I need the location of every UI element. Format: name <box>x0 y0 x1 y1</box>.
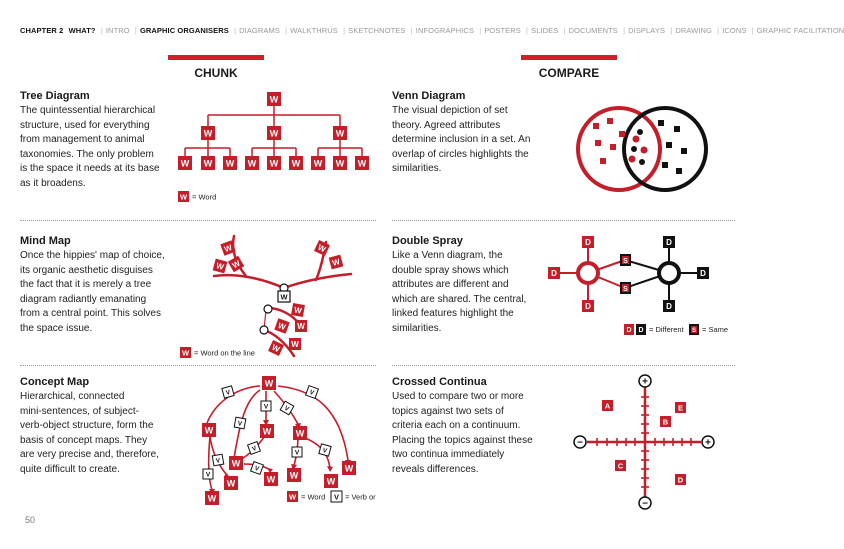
divider <box>392 365 735 366</box>
nav-item-diagrams[interactable]: DIAGRAMS <box>239 26 280 35</box>
topic-d-marker <box>675 474 686 485</box>
chapter-nav: CHAPTER 2 WHAT? | INTRO | GRAPHIC ORGANISERS | DIAGRAMS | WALKTHRUS | SKETCHNOTES | INFOGRAPHICS | POSTERS | SLIDES | DOCUMENTS | DISPLAYS | DRAWING | ICONS | GRAPHIC FACILITATION <box>20 26 844 35</box>
mind-map-title: Mind Map <box>20 235 71 247</box>
svg-text:W: W <box>357 158 367 169</box>
crossed-continua-title: Crossed Continua <box>392 376 487 388</box>
svg-text:W: W <box>280 292 288 302</box>
word-box <box>311 156 325 170</box>
svg-text:W: W <box>203 128 213 139</box>
verb-box <box>261 401 271 411</box>
tree-diagram-graphic <box>172 88 376 208</box>
divider <box>392 220 735 221</box>
different-box <box>548 267 560 279</box>
word-box <box>278 291 290 302</box>
double-spray-title: Double Spray <box>392 235 463 247</box>
svg-text:V: V <box>294 449 300 457</box>
svg-text:V: V <box>205 471 211 479</box>
svg-text:D: D <box>666 238 672 247</box>
concept-map-title: Concept Map <box>20 376 90 388</box>
svg-text:W: W <box>269 94 279 105</box>
svg-text:W: W <box>316 242 328 255</box>
plus-end-icon <box>639 375 651 388</box>
svg-text:W: W <box>226 478 236 489</box>
crossed-continua-graphic <box>565 372 725 512</box>
svg-text:V: V <box>253 464 260 473</box>
word-box <box>201 126 215 140</box>
column-header-chunk: CHUNK <box>194 66 238 80</box>
verb-box <box>203 469 213 479</box>
svg-text:V: V <box>282 404 291 413</box>
nav-item-intro[interactable]: INTRO <box>105 26 130 35</box>
svg-text:W: W <box>262 426 272 437</box>
legend-word <box>287 491 325 502</box>
nav-what[interactable]: WHAT? <box>68 26 96 35</box>
double-spray-graphic <box>545 230 735 365</box>
svg-text:W: W <box>203 158 213 169</box>
word-box <box>329 255 344 270</box>
same-box <box>620 254 631 266</box>
chapter-label: CHAPTER 2 <box>20 26 64 35</box>
nav-item-slides[interactable]: SLIDES <box>531 26 559 35</box>
svg-text:= Verb or: = Verb or <box>345 492 376 502</box>
word-box <box>223 156 237 170</box>
word-box <box>342 461 356 475</box>
double-spray-text: Like a Venn diagram, the double spray shows which attributes are different and which are shared. The central, linked features highlight the similarities. <box>392 250 527 334</box>
divider <box>20 365 376 366</box>
svg-text:W: W <box>215 261 225 272</box>
word-box <box>262 376 276 390</box>
venn-diagram-graphic <box>574 96 730 208</box>
svg-text:C: C <box>617 461 624 471</box>
legend-different <box>624 324 685 335</box>
svg-text:W: W <box>231 458 241 469</box>
verb-box <box>251 462 264 475</box>
word-box <box>324 474 338 488</box>
nav-item-icons[interactable]: ICONS <box>722 26 747 35</box>
svg-text:W: W <box>207 493 217 504</box>
verb-box <box>292 447 302 457</box>
word-box <box>267 92 281 106</box>
topic-e-marker <box>675 402 686 413</box>
svg-text:W: W <box>326 476 336 487</box>
legend-same <box>689 324 728 335</box>
chunk-accent-bar <box>168 55 264 60</box>
svg-text:V: V <box>251 444 258 453</box>
legend-word <box>178 191 216 202</box>
svg-text:W: W <box>335 158 345 169</box>
word-box <box>291 303 305 317</box>
svg-text:W: W <box>225 158 235 169</box>
minus-end-icon <box>574 436 586 449</box>
word-box <box>264 472 278 486</box>
mind-map-text: Once the hippies' map of choice, its organic aesthetic disguises the fact that it is merely a tree diagram radiantly emanating from a central point. This solves the space issue. <box>20 250 165 334</box>
nav-item-drawing[interactable]: DRAWING <box>675 26 712 35</box>
svg-text:= Word: = Word <box>192 192 217 202</box>
svg-text:D: D <box>700 269 706 278</box>
svg-text:W: W <box>288 492 297 502</box>
legend-verb <box>331 491 376 502</box>
nav-item-documents[interactable]: DOCUMENTS <box>568 26 618 35</box>
svg-text:W: W <box>223 242 234 254</box>
word-box <box>287 468 301 482</box>
svg-text:W: W <box>266 474 276 485</box>
verb-box <box>234 417 246 429</box>
nav-item-graphic-facilitation[interactable]: GRAPHIC FACILITATION <box>756 26 844 35</box>
svg-text:W: W <box>297 322 305 331</box>
different-box <box>663 236 675 248</box>
crossed-continua-text: Used to compare two or more topics against two sets of criteria each on a continuum. Placing the topics against these two continua immediately reveals differences. <box>392 391 533 475</box>
word-box <box>267 156 281 170</box>
svg-text:= Same: = Same <box>702 325 729 334</box>
page-number: 50 <box>25 515 36 525</box>
svg-text:V: V <box>308 388 315 397</box>
nav-item-infographics[interactable]: INFOGRAPHICS <box>415 26 475 35</box>
svg-text:W: W <box>293 305 303 316</box>
different-box <box>663 300 675 312</box>
svg-text:D: D <box>626 327 632 334</box>
svg-text:B: B <box>662 417 669 427</box>
word-box <box>295 320 307 332</box>
svg-text:−: − <box>642 498 648 510</box>
svg-text:W: W <box>180 158 190 169</box>
svg-text:V: V <box>215 457 221 465</box>
topic-c-marker <box>615 460 626 471</box>
word-box <box>201 156 215 170</box>
svg-text:V: V <box>321 447 328 455</box>
svg-text:W: W <box>313 158 323 169</box>
column-header-compare: COMPARE <box>538 66 600 80</box>
nav-item-posters[interactable]: POSTERS <box>484 26 521 35</box>
spray-topic-b <box>659 263 679 283</box>
word-box <box>293 426 307 440</box>
word-box <box>260 424 274 438</box>
svg-text:+: + <box>705 437 711 449</box>
svg-text:= Different: = Different <box>649 325 684 334</box>
topic-a-marker <box>602 400 613 411</box>
svg-text:E: E <box>677 403 684 413</box>
tree-diagram-text: The quintessential hierarchical structure, used for everything from management to animal taxonomies. The only problem is the space it needs at its base as it broadens. <box>20 105 160 189</box>
tree-diagram-title: Tree Diagram <box>20 90 90 102</box>
svg-text:D: D <box>585 302 591 311</box>
plus-end-icon <box>702 436 714 449</box>
venn-diagram-text: The visual depiction of set theory. Agreed attributes determine inclusion in a set. An overlap of circles highlights the similarities. <box>392 105 531 175</box>
verb-box <box>319 444 331 456</box>
nav-item-graphic-organisers[interactable]: GRAPHIC ORGANISERS <box>139 26 229 35</box>
svg-text:W: W <box>179 192 188 202</box>
word-box <box>314 240 330 256</box>
svg-text:W: W <box>289 470 299 481</box>
svg-text:A: A <box>604 401 611 411</box>
compare-accent-bar <box>521 55 617 60</box>
svg-text:D: D <box>551 269 557 278</box>
legend-word-on-line <box>180 347 255 358</box>
word-box <box>202 423 216 437</box>
svg-text:= Word on the line: = Word on the line <box>194 348 255 358</box>
svg-text:S: S <box>623 258 628 265</box>
svg-text:D: D <box>638 327 644 334</box>
word-box <box>224 476 238 490</box>
nav-item-walkthrus[interactable]: WALKTHRUS <box>290 26 338 35</box>
svg-text:V: V <box>225 389 232 397</box>
word-box <box>333 126 347 140</box>
different-box <box>582 236 594 248</box>
word-box <box>274 318 289 333</box>
svg-text:V: V <box>333 492 340 502</box>
concept-map-graphic <box>190 368 376 508</box>
word-box <box>289 156 303 170</box>
different-box <box>697 267 709 279</box>
svg-text:S: S <box>691 328 697 334</box>
word-box <box>178 156 192 170</box>
svg-text:D: D <box>585 238 591 247</box>
word-box <box>229 456 243 470</box>
svg-text:D: D <box>677 475 684 485</box>
nav-item-sketchnotes[interactable]: SKETCHNOTES <box>348 26 406 35</box>
word-box <box>267 126 281 140</box>
topic-b-marker <box>660 416 671 427</box>
svg-text:W: W <box>331 257 341 268</box>
same-box <box>620 282 631 294</box>
svg-text:W: W <box>230 258 242 271</box>
svg-text:S: S <box>623 286 628 293</box>
venn-diagram-title: Venn Diagram <box>392 90 466 102</box>
svg-text:W: W <box>270 342 282 355</box>
venn-set-a <box>578 108 660 190</box>
minus-end-icon <box>639 497 651 510</box>
svg-text:W: W <box>247 158 257 169</box>
nav-item-displays[interactable]: DISPLAYS <box>628 26 666 35</box>
svg-text:W: W <box>295 428 305 439</box>
svg-text:W: W <box>269 158 279 169</box>
svg-text:V: V <box>237 420 243 428</box>
word-box <box>355 156 369 170</box>
word-box <box>333 156 347 170</box>
verb-box <box>306 386 319 399</box>
svg-text:V: V <box>263 403 269 411</box>
verb-box <box>222 386 234 398</box>
svg-text:D: D <box>666 302 672 311</box>
svg-text:W: W <box>181 348 190 358</box>
svg-text:W: W <box>204 425 214 436</box>
svg-text:W: W <box>344 463 354 474</box>
word-box <box>213 259 228 274</box>
word-box <box>245 156 259 170</box>
svg-text:+: + <box>642 376 648 388</box>
svg-text:W: W <box>335 128 345 139</box>
verb-box <box>212 454 224 466</box>
svg-text:W: W <box>269 128 279 139</box>
svg-text:= Word: = Word <box>301 492 326 502</box>
svg-text:W: W <box>291 340 299 349</box>
svg-text:W: W <box>276 320 287 332</box>
mind-map-graphic <box>176 228 376 364</box>
spray-topic-a <box>578 263 598 283</box>
concept-map-text: Hierarchical, connected mini-sentences, of subject- verb-object structure, form the basis of concept maps. They are very precise and, therefore, quite difficult to create. <box>20 391 159 475</box>
word-box <box>289 338 301 350</box>
svg-text:W: W <box>264 378 274 389</box>
svg-text:−: − <box>577 437 583 449</box>
word-box <box>205 491 219 505</box>
different-box <box>582 300 594 312</box>
svg-text:W: W <box>291 158 301 169</box>
divider <box>20 220 376 221</box>
